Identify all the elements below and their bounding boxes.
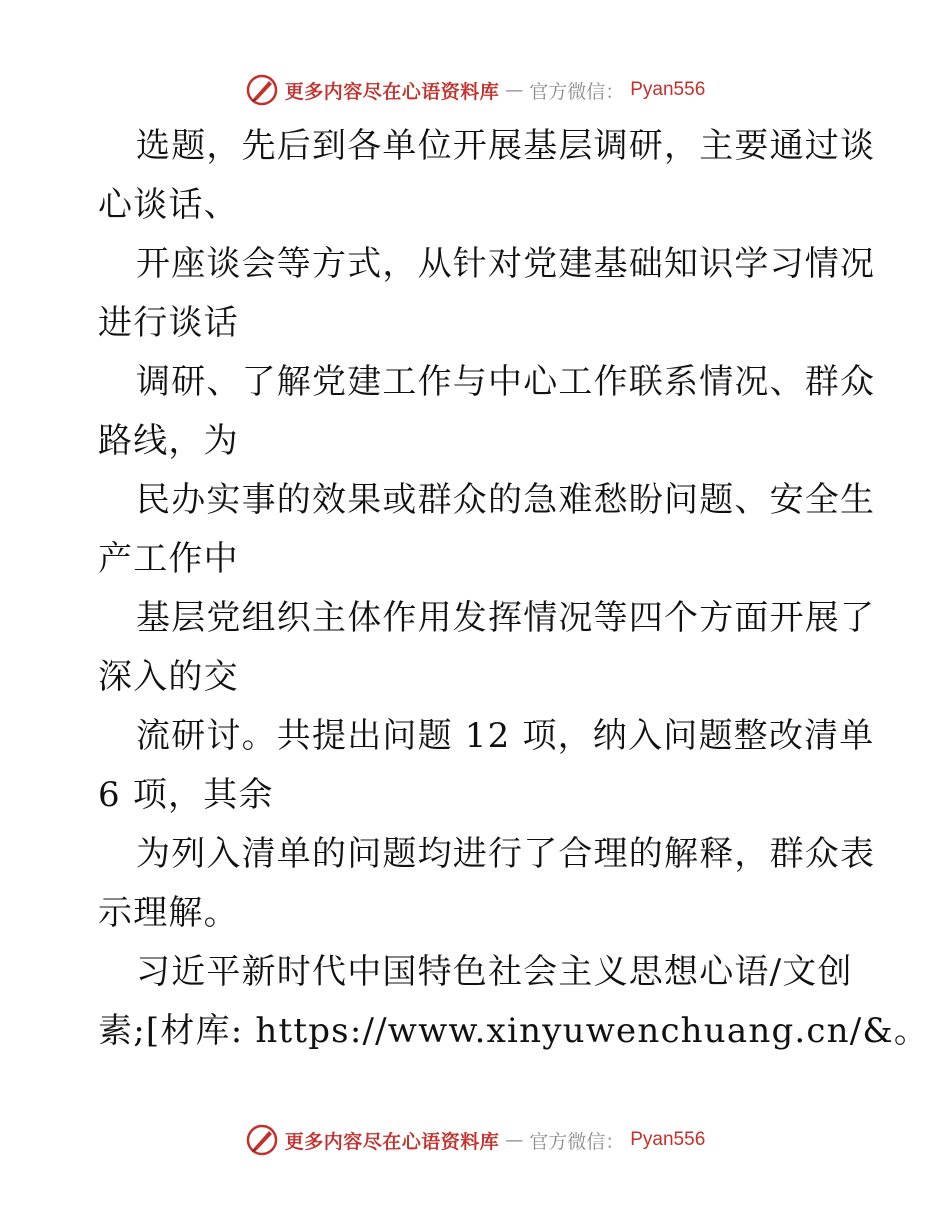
- paragraph-continuation-line: 6 项，其余: [98, 775, 274, 815]
- paragraph: [98, 471, 876, 589]
- paragraph-first-line: 开座谈会等方式，从针对党建基础知识学习情况: [136, 244, 876, 284]
- paragraph-continuation-line: 进行谈话: [98, 303, 239, 343]
- watermark-brand: 更多内容尽在心语资料库: [284, 80, 500, 103]
- paragraph-first-line: 流研讨。共提出问题 12 项，纳入问题整改清单: [136, 716, 875, 756]
- quill-pen-logo-icon: [245, 73, 279, 107]
- watermark-separator: —: [505, 1129, 524, 1151]
- paragraph: [98, 235, 876, 353]
- paragraph: [98, 707, 875, 825]
- watermark-brand: 更多内容尽在心语资料库: [284, 1130, 500, 1153]
- watermark-wechat-id: Pyan556: [630, 1129, 706, 1150]
- paragraph-continuation-line: 素;[材库: https://www.xinyuwenchuang.cn/&。: [98, 1011, 930, 1051]
- paragraph-first-line: 选题，先后到各单位开展基层调研，主要通过谈: [136, 126, 876, 166]
- paragraph-first-line: 民办实事的效果或群众的急难愁盼问题、安全生: [136, 480, 876, 520]
- paragraph-first-line: 习近平新时代中国特色社会主义思想心语/文创: [136, 952, 853, 992]
- quill-pen-logo-icon: [245, 1123, 279, 1157]
- watermark-separator: —: [505, 79, 524, 101]
- paragraph-continuation-line: 路线，为: [98, 421, 239, 461]
- paragraph-first-line: 为列入清单的问题均进行了合理的解释，群众表: [136, 834, 876, 874]
- paragraph-first-line: 基层党组织主体作用发挥情况等四个方面开展了: [136, 598, 876, 638]
- paragraph-continuation-line: 心谈话、: [98, 185, 239, 225]
- paragraph-first-line: 调研、了解党建工作与中心工作联系情况、群众: [136, 362, 876, 402]
- paragraph-continuation-line: 深入的交: [98, 657, 239, 697]
- paragraph: [98, 117, 876, 235]
- paragraph: [98, 353, 876, 471]
- watermark-wechat-label: 官方微信：: [529, 1130, 625, 1153]
- paragraph: [98, 589, 876, 707]
- paragraph: [98, 943, 930, 1061]
- document-body: [98, 117, 930, 1061]
- header-watermark: [0, 70, 950, 110]
- paragraph: [98, 825, 876, 943]
- watermark-wechat-id: Pyan556: [630, 79, 706, 100]
- footer-watermark: [0, 1120, 950, 1160]
- watermark-wechat-label: 官方微信：: [529, 80, 625, 103]
- paragraph-continuation-line: 产工作中: [98, 539, 239, 579]
- paragraph-continuation-line: 示理解。: [98, 893, 239, 933]
